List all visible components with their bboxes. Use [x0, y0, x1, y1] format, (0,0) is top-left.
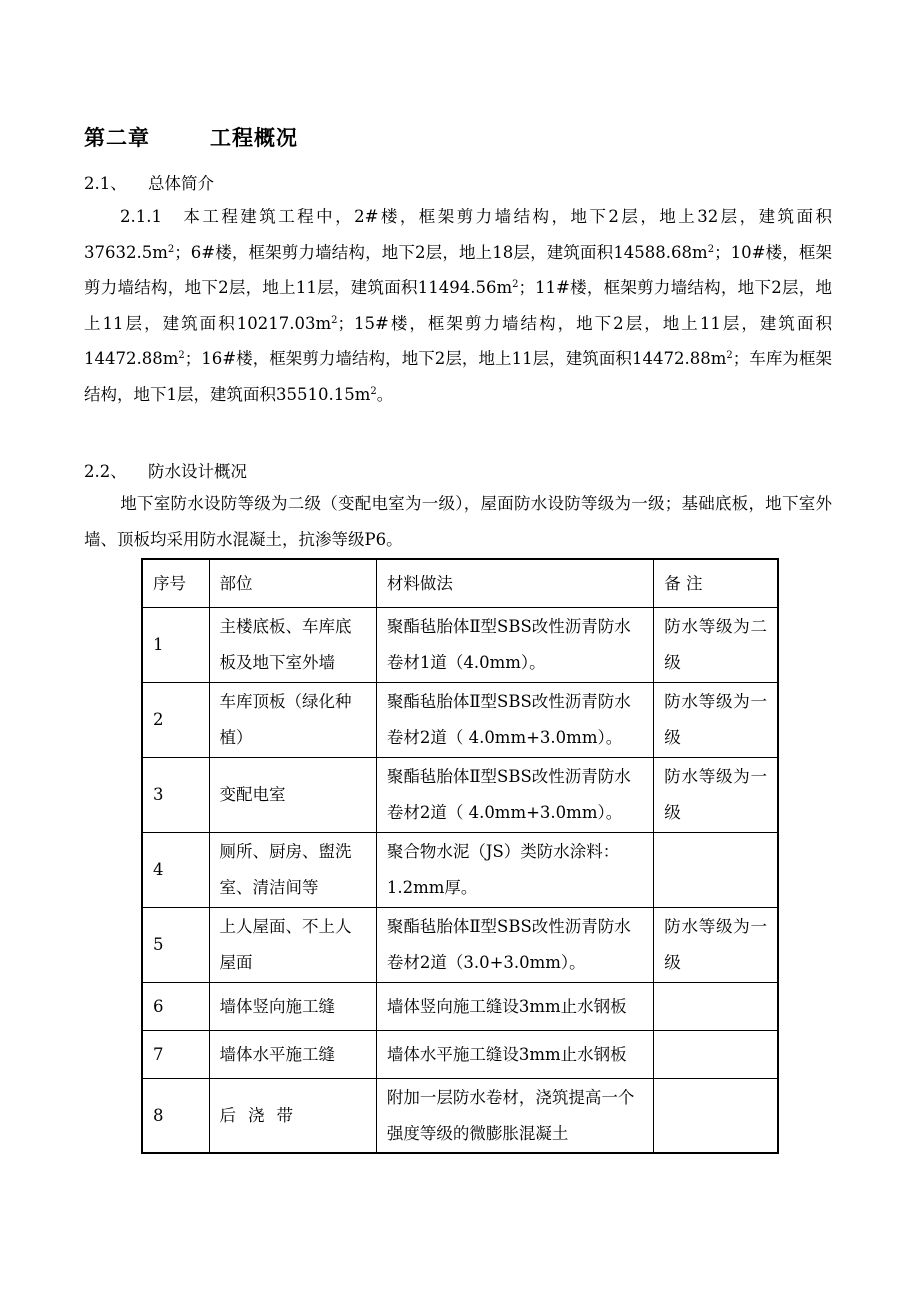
cell-no: 5	[142, 908, 209, 983]
overview-paragraph: 2.1.1 本工程建筑工程中，2#楼，框架剪力墙结构，地下2层，地上32层，建筑面积$37632.5m^2$；6#楼，框架剪力墙结构，地下2层，地上18层，建筑面积$14588.68m^2$；10#楼，框架剪力墙结构，地下2层，地上11层，建筑面积$11494.56m^2$；11#楼，框架剪力墙结构，地下2层，地上11层，建筑面积$10217.03m^2$；15#楼，框架剪力墙结构，地下2层，地上11层，建筑面积$14472.88m^2$；16#楼，框架剪力墙结构，地下2层，地上11层，建筑面积$14472.88m^2$；车库为框架结构，地下1层，建筑面积$35510.15m^2$。	[84, 207, 832, 404]
cell-note: 防水等级为一级	[654, 908, 778, 983]
cell-note: 防水等级为一级	[654, 683, 778, 758]
table-row	[142, 908, 778, 983]
section-title: 防水设计概况	[148, 462, 247, 481]
cell-method: 附加一层防水卷材，浇筑提高一个强度等级的微膨胀混凝土	[376, 1079, 653, 1154]
cell-no: 8	[142, 1079, 209, 1154]
cell-part: 墙体竖向施工缝	[209, 983, 376, 1031]
cell-note	[654, 1031, 778, 1079]
cell-note	[654, 983, 778, 1031]
cell-note	[654, 833, 778, 908]
table-row	[142, 983, 778, 1031]
section-number: 2.1、	[84, 174, 127, 193]
waterproof-paragraph: 地下室防水设防等级为二级（变配电室为一级），屋面防水设防等级为一级；基础底板，地下室外墙、顶板均采用防水混凝土，抗渗等级P6。	[84, 494, 832, 549]
table-row	[142, 1079, 778, 1154]
waterproof-spec-table	[141, 558, 779, 1154]
chapter-title: 工程概况	[210, 126, 298, 150]
cell-no: 4	[142, 833, 209, 908]
cell-note: 防水等级为二级	[654, 608, 778, 683]
table-row	[142, 683, 778, 758]
cell-no: 3	[142, 758, 209, 833]
cell-no: 6	[142, 983, 209, 1031]
header-note: 备 注	[654, 559, 778, 608]
section-heading-2-2	[84, 458, 247, 482]
cell-method: 聚酯毡胎体Ⅱ型SBS改性沥青防水卷材2道（3.0+3.0mm）。	[376, 908, 653, 983]
cell-method: 墙体水平施工缝设3mm止水钢板	[376, 1031, 653, 1079]
cell-part: 厕所、厨房、盥洗室、清洁间等	[209, 833, 376, 908]
cell-note	[654, 1079, 778, 1154]
cell-part: 主楼底板、车库底板及地下室外墙	[209, 608, 376, 683]
cell-part: 上人屋面、不上人屋面	[209, 908, 376, 983]
section-number: 2.2、	[84, 462, 127, 481]
chapter-heading	[84, 122, 298, 152]
section-title: 总体简介	[148, 174, 214, 193]
table-row	[142, 608, 778, 683]
section-heading-2-1	[84, 170, 214, 194]
cell-method: 墙体竖向施工缝设3mm止水钢板	[376, 983, 653, 1031]
header-method: 材料做法	[376, 559, 653, 608]
chapter-number: 第二章	[84, 126, 150, 150]
cell-part: 变配电室	[209, 758, 376, 833]
table-row	[142, 1031, 778, 1079]
cell-no: 2	[142, 683, 209, 758]
cell-no: 1	[142, 608, 209, 683]
table-row	[142, 833, 778, 908]
cell-part: 墙体水平施工缝	[209, 1031, 376, 1079]
header-no: 序号	[142, 559, 209, 608]
cell-note: 防水等级为一级	[654, 758, 778, 833]
cell-no: 7	[142, 1031, 209, 1079]
cell-method: 聚酯毡胎体Ⅱ型SBS改性沥青防水卷材2道（ 4.0mm+3.0mm）。	[376, 683, 653, 758]
cell-part: 车库顶板（绿化种植）	[209, 683, 376, 758]
header-part: 部位	[209, 559, 376, 608]
cell-part: 后浇带	[209, 1079, 376, 1154]
table-row	[142, 758, 778, 833]
cell-method: 聚合物水泥（JS）类防水涂料：1.2mm厚。	[376, 833, 653, 908]
table-header-row	[142, 559, 778, 608]
cell-method: 聚酯毡胎体Ⅱ型SBS改性沥青防水卷材2道（ 4.0mm+3.0mm）。	[376, 758, 653, 833]
cell-method: 聚酯毡胎体Ⅱ型SBS改性沥青防水卷材1道（4.0mm）。	[376, 608, 653, 683]
